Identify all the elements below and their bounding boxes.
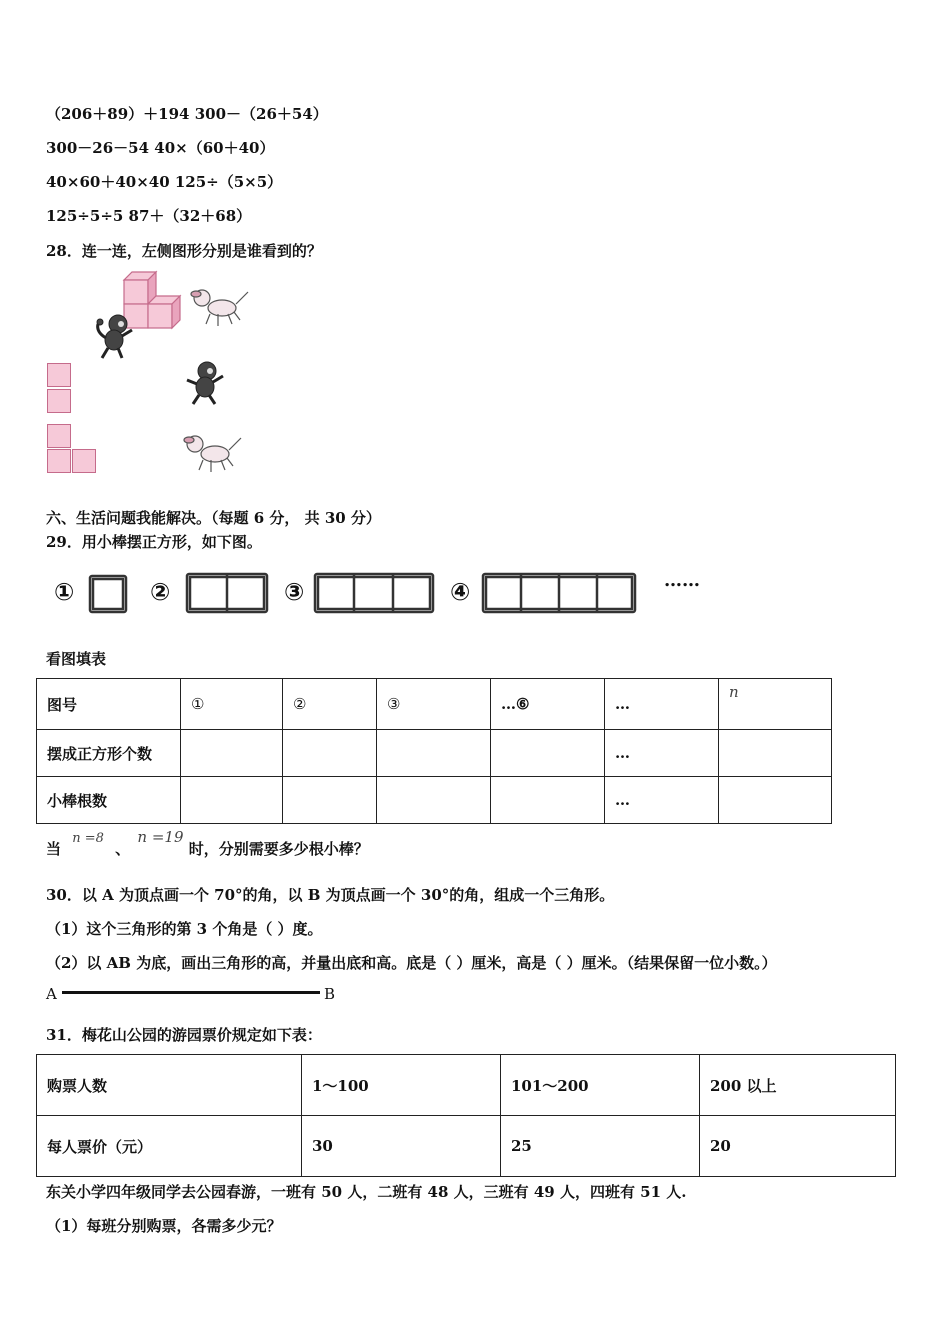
table-cell: 1～100 — [302, 1055, 501, 1116]
table-cell: ① — [181, 679, 283, 730]
view-square — [47, 363, 71, 387]
table-cell[interactable] — [181, 730, 283, 777]
table-cell: 30 — [302, 1116, 501, 1177]
q30-sub1: （1）这个三角形的第 3 个角是（ ）度。 — [46, 920, 323, 938]
q29-question — [46, 828, 369, 859]
figure-label-3: ③ — [284, 578, 305, 606]
table-cell[interactable] — [181, 777, 283, 824]
point-b-label: B — [324, 985, 336, 1003]
dog-icon — [183, 430, 243, 474]
table-cell[interactable] — [491, 730, 605, 777]
monkey-icon — [92, 312, 136, 360]
table-cell: … — [605, 777, 719, 824]
table-row — [37, 1116, 896, 1177]
table-row — [37, 679, 832, 730]
stick-squares-2 — [184, 570, 270, 616]
table-row — [37, 1055, 896, 1116]
calc-line-3: 40×60＋40×40 125÷（5×5） — [46, 173, 283, 191]
table-cell[interactable] — [283, 730, 377, 777]
table-cell: ③ — [377, 679, 491, 730]
calc-line-2: 300－26－54 40×（60＋40） — [46, 139, 275, 157]
view-square — [47, 449, 71, 473]
q31-title: 31．梅花山公园的游园票价规定如下表： — [46, 1026, 322, 1044]
table-cell[interactable] — [491, 777, 605, 824]
table-cell[interactable] — [719, 730, 832, 777]
q29-prefix: 当 — [46, 840, 62, 858]
q29-title: 29．用小棒摆正方形，如下图。 — [46, 533, 262, 551]
figure-label-4: ④ — [450, 578, 471, 606]
q29-suffix: 时，分别需要多少根小棒？ — [188, 840, 369, 858]
table-cell: 图号 — [37, 679, 181, 730]
table-cell: … — [605, 730, 719, 777]
calc-line-1: （206＋89）＋194 300－（26＋54） — [46, 105, 328, 123]
figure-label-1: ① — [54, 578, 75, 606]
calc-line-4: 125÷5÷5 87＋（32＋68） — [46, 207, 252, 225]
stick-squares-4 — [480, 570, 638, 616]
table-cell: 小棒根数 — [37, 777, 181, 824]
stick-table — [36, 678, 832, 824]
dog-icon — [188, 284, 250, 328]
table-cell[interactable] — [283, 777, 377, 824]
figure-label-2: ② — [150, 578, 171, 606]
figure-ellipsis: …… — [664, 570, 700, 591]
table-cell: 101～200 — [501, 1055, 700, 1116]
table-row — [37, 777, 832, 824]
ticket-price-table — [36, 1054, 896, 1177]
table-cell[interactable] — [377, 730, 491, 777]
table-cell[interactable] — [719, 777, 832, 824]
q31-sub1: （1）每班分别购票，各需多少元？ — [46, 1217, 282, 1235]
table-cell: 购票人数 — [37, 1055, 302, 1116]
view-square — [47, 424, 71, 448]
view-square — [47, 389, 71, 413]
q31-desc: 东关小学四年级同学去公园春游，一班有 50 人，二班有 48 人，三班有 49 人，四班有 51 人. — [46, 1183, 687, 1201]
table-caption: 看图填表 — [46, 650, 107, 668]
monkey-icon — [183, 360, 227, 406]
stick-squares-3 — [312, 570, 436, 616]
q30-sub2: （2）以 AB 为底，画出三角形的高，并量出底和高。底是（ ）厘米，高是（ ）厘米。（结果保留一位小数。） — [46, 954, 777, 972]
q29-sep: 、 — [115, 840, 131, 858]
segment-ab — [62, 991, 320, 994]
table-cell: n — [719, 679, 832, 730]
stick-squares-1 — [86, 572, 130, 616]
section-6-title: 六、生活问题我能解决。（每题 6 分， 共 30 分） — [46, 509, 381, 527]
table-cell: 每人票价（元） — [37, 1116, 302, 1177]
table-cell[interactable] — [377, 777, 491, 824]
n-value-2: n =19 — [137, 828, 184, 846]
n-value-1: n =8 — [72, 831, 104, 846]
table-cell: ② — [283, 679, 377, 730]
q30-title: 30．以 A 为顶点画一个 70°的角，以 B 为顶点画一个 30°的角，组成一个三角形。 — [46, 886, 615, 904]
table-cell: 摆成正方形个数 — [37, 730, 181, 777]
table-cell: …⑥ — [491, 679, 605, 730]
q28-title: 28．连一连，左侧图形分别是谁看到的？ — [46, 242, 322, 260]
table-cell: … — [605, 679, 719, 730]
table-row — [37, 730, 832, 777]
point-a-label: A — [46, 985, 57, 1003]
table-cell: 25 — [501, 1116, 700, 1177]
view-square — [72, 449, 96, 473]
table-cell: 200 以上 — [700, 1055, 896, 1116]
table-cell: 20 — [700, 1116, 896, 1177]
